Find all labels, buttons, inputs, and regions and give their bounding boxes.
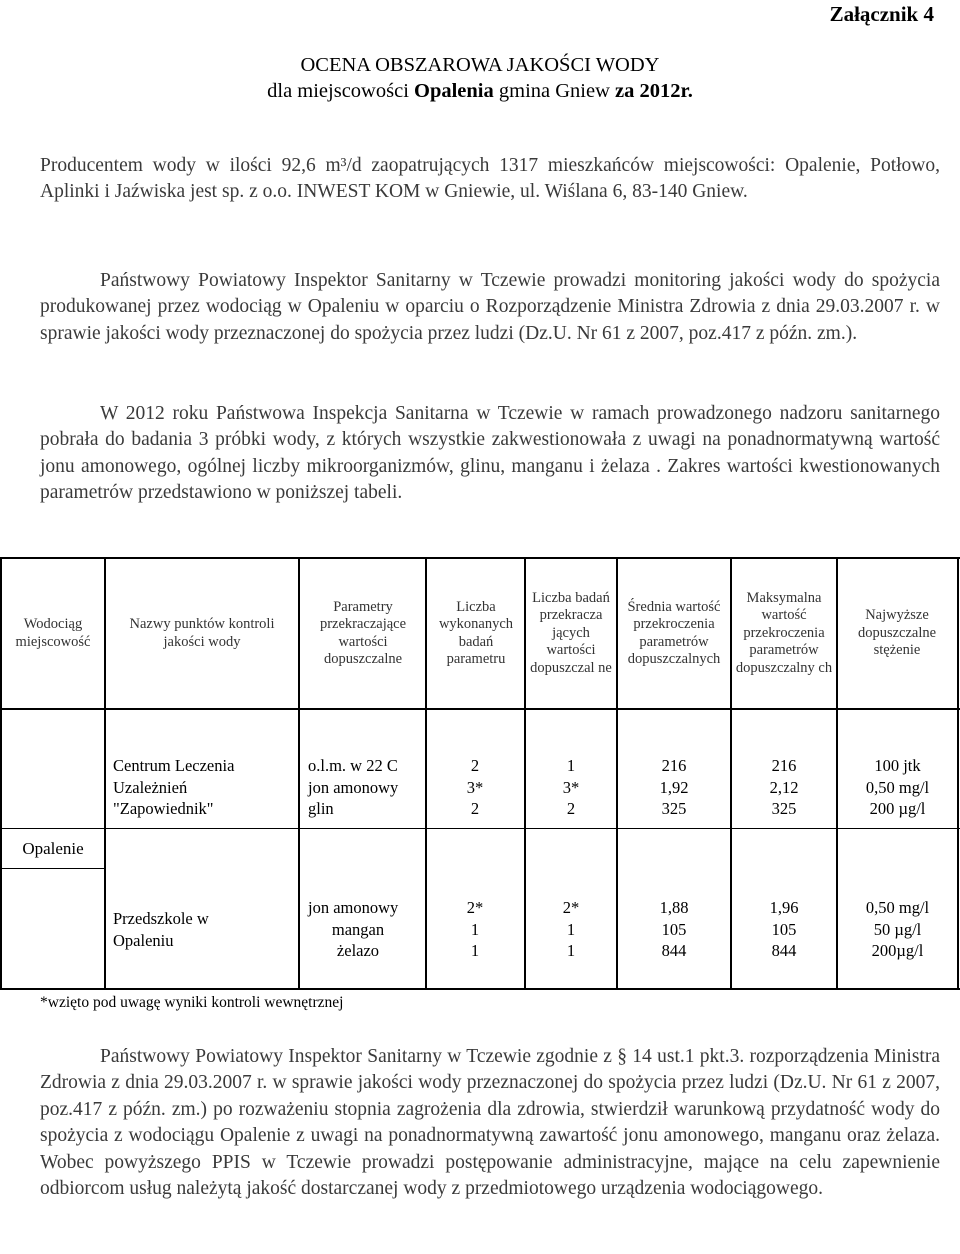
limit-value: 100 jtk xyxy=(874,756,921,775)
param-line: żelazo xyxy=(336,941,380,960)
table-row-2-average xyxy=(618,897,730,962)
limit-value: 0,50 mg/l xyxy=(865,777,930,797)
attachment-label: Załącznik 4 xyxy=(829,2,934,26)
maximum-value: 1,96 xyxy=(769,898,799,917)
limit-value: 200µg/l xyxy=(871,941,924,960)
limit-value: 200 µg/l xyxy=(869,799,926,818)
table-col-line xyxy=(298,557,300,990)
table-row-2-limit xyxy=(838,897,957,962)
point-line: Przedszkole w xyxy=(113,909,209,928)
table-row-1-exceeding xyxy=(526,755,616,820)
header-limit: Najwyższe dopuszczalne stężenie xyxy=(857,607,937,659)
maximum-value: 844 xyxy=(771,941,797,960)
title-mid: gmina Gniew xyxy=(493,80,616,102)
title-main: OCENA OBSZAROWA JAKOŚCI WODY xyxy=(300,54,660,76)
point-line: "Zapowiednik" xyxy=(113,799,214,818)
exceeding-value: 2 xyxy=(566,799,576,818)
exceeding-value: 2* xyxy=(562,898,580,917)
maximum-value: 2,12 xyxy=(769,777,799,797)
title-place: Opalenia xyxy=(414,80,494,102)
table-row-1-limit xyxy=(838,755,957,820)
header-parameters: Parametry przekraczające wartości dopuszczalne xyxy=(319,598,407,667)
average-value: 1,92 xyxy=(659,777,689,797)
limit-value: 0,50 mg/l xyxy=(865,898,930,917)
table-row-2-params xyxy=(308,897,424,962)
place-cell: Opalenie xyxy=(22,839,84,858)
point-line: Uzależnień xyxy=(113,777,188,797)
exceeding-value: 3* xyxy=(562,777,580,797)
count-value: 2 xyxy=(470,799,480,818)
document-title xyxy=(0,52,960,104)
param-line: mangan xyxy=(331,919,385,939)
count-value: 2* xyxy=(466,898,484,917)
header-maximum: Maksymalna wartość przekroczenia parametrów dopuszczalny ch xyxy=(735,589,833,676)
title-prefix: dla miejscowości xyxy=(267,80,415,102)
average-value: 844 xyxy=(661,941,687,960)
average-value: 216 xyxy=(661,756,687,775)
exceeding-value: 1 xyxy=(566,919,576,939)
count-value: 1 xyxy=(470,919,480,939)
paragraph-producer: Producentem wody w ilości 92,6 m³/d zaopatrujących 1317 mieszkańców miejscowości: Opalenie, Potłowo, Aplinki i Jaźwiska jest sp. z o.o. INWEST KOM w Gniewie, ul. Wiślana 6, 83-140 Gniew. xyxy=(40,155,940,203)
table-row-1-average xyxy=(618,755,730,820)
exceeding-value: 1 xyxy=(566,756,576,775)
table-row-2-maximum xyxy=(732,897,836,962)
paragraph-decision: Państwowy Powiatowy Inspektor Sanitarny w Tczewie zgodnie z § 14 ust.1 pkt.3. rozporządzenia Ministra Zdrowia z dnia 29.03.2007 r. w sprawie jakości wody przeznaczonej do spożycia przez ludzi (Dz.U. Nr 61 z 2007, poz.417 z późn. zm.) po rozważeniu stopnia zagrożenia dla zdrowia, stwierdził warunkową przydatność wody do spożycia z wodociągu Opalenie z uwagi na ponadnormatywną zawartość jonu amonowego, manganu oraz żelaza. Wobec powyższego PPIS w Tczewie prowadzi postępowanie administracyjne, mające na celu zapewnienie odbiorcom usług należytą jakość dostarczanej wody z przedmiotowego urządzenia wodociągowego. xyxy=(40,1046,940,1200)
table-row-1-maximum xyxy=(732,755,836,820)
header-tests-exceeding: Liczba badań przekracza jących wartości dopuszczal ne xyxy=(530,589,612,676)
table-row-separator-left xyxy=(0,828,960,829)
table-place-separator xyxy=(0,868,105,869)
count-value: 2 xyxy=(470,756,480,775)
table-row-1-count xyxy=(426,755,524,820)
average-value: 105 xyxy=(661,919,687,939)
header-waterworks: Wodociąg miejscowość xyxy=(15,616,91,650)
table-header-bottom xyxy=(0,708,960,710)
title-year: za 2012r. xyxy=(615,80,693,102)
table-row-1-params xyxy=(308,755,424,820)
average-value: 325 xyxy=(661,799,687,818)
param-line: jon amonowy xyxy=(308,898,399,917)
table-col-line xyxy=(104,557,106,990)
exceeding-value: 1 xyxy=(566,941,576,960)
table-col-line xyxy=(957,557,959,990)
average-value: 1,88 xyxy=(659,898,689,917)
count-value: 1 xyxy=(470,941,480,960)
param-line: jon amonowy xyxy=(308,777,399,797)
point-line: Opaleniu xyxy=(113,930,174,950)
table-row-2-point xyxy=(113,908,297,951)
maximum-value: 216 xyxy=(771,756,797,775)
title-subtitle xyxy=(0,78,960,104)
point-line: Centrum Leczenia xyxy=(113,756,235,775)
header-average: Średnia wartość przekroczenia parametrów dopuszczalnych xyxy=(627,598,721,667)
paragraph-monitoring: Państwowy Powiatowy Inspektor Sanitarny w Tczewie prowadzi monitoring jakości wody do spożycia produkowanej przez wodociąg w Opaleniu w oparciu o Rozporządzenie Ministra Zdrowia z dnia 29.03.2007 r. w sprawie jakości wody przeznaczonej do spożycia przez ludzi (Dz.U. Nr 61 z 2007, poz.417 z późn. zm.). xyxy=(40,270,940,344)
maximum-value: 325 xyxy=(771,799,797,818)
table-row-1-point xyxy=(113,755,297,820)
limit-value: 50 µg/l xyxy=(873,919,922,939)
param-line: o.l.m. w 22 C xyxy=(308,756,398,775)
paragraph-inspection: W 2012 roku Państwowa Inspekcja Sanitarna w Tczewie w ramach prowadzonego nadzoru sanitarnego pobrała do badania 3 próbki wody, z których wszystkie zakwestionowała z uwagi na ponadnormatywną wartość jonu amonowego, ogólnej liczby mikroorganizmów, glinu, manganu i żelaza . Zakres wartości kwestionowanych parametrów przedstawiono w poniższej tabeli. xyxy=(40,403,940,504)
maximum-value: 105 xyxy=(771,919,797,939)
header-tests-count: Liczba wykonanych badań parametru xyxy=(438,598,514,667)
param-line: glin xyxy=(308,799,334,818)
table-bottom-border xyxy=(0,988,960,990)
header-control-points: Nazwy punktów kontroli jakości wody xyxy=(129,616,275,650)
table-row-2-exceeding xyxy=(526,897,616,962)
table-row-2-count xyxy=(426,897,524,962)
table-footnote: *wzięto pod uwagę wyniki kontroli wewnętrznej xyxy=(40,994,344,1011)
count-value: 3* xyxy=(466,777,484,797)
